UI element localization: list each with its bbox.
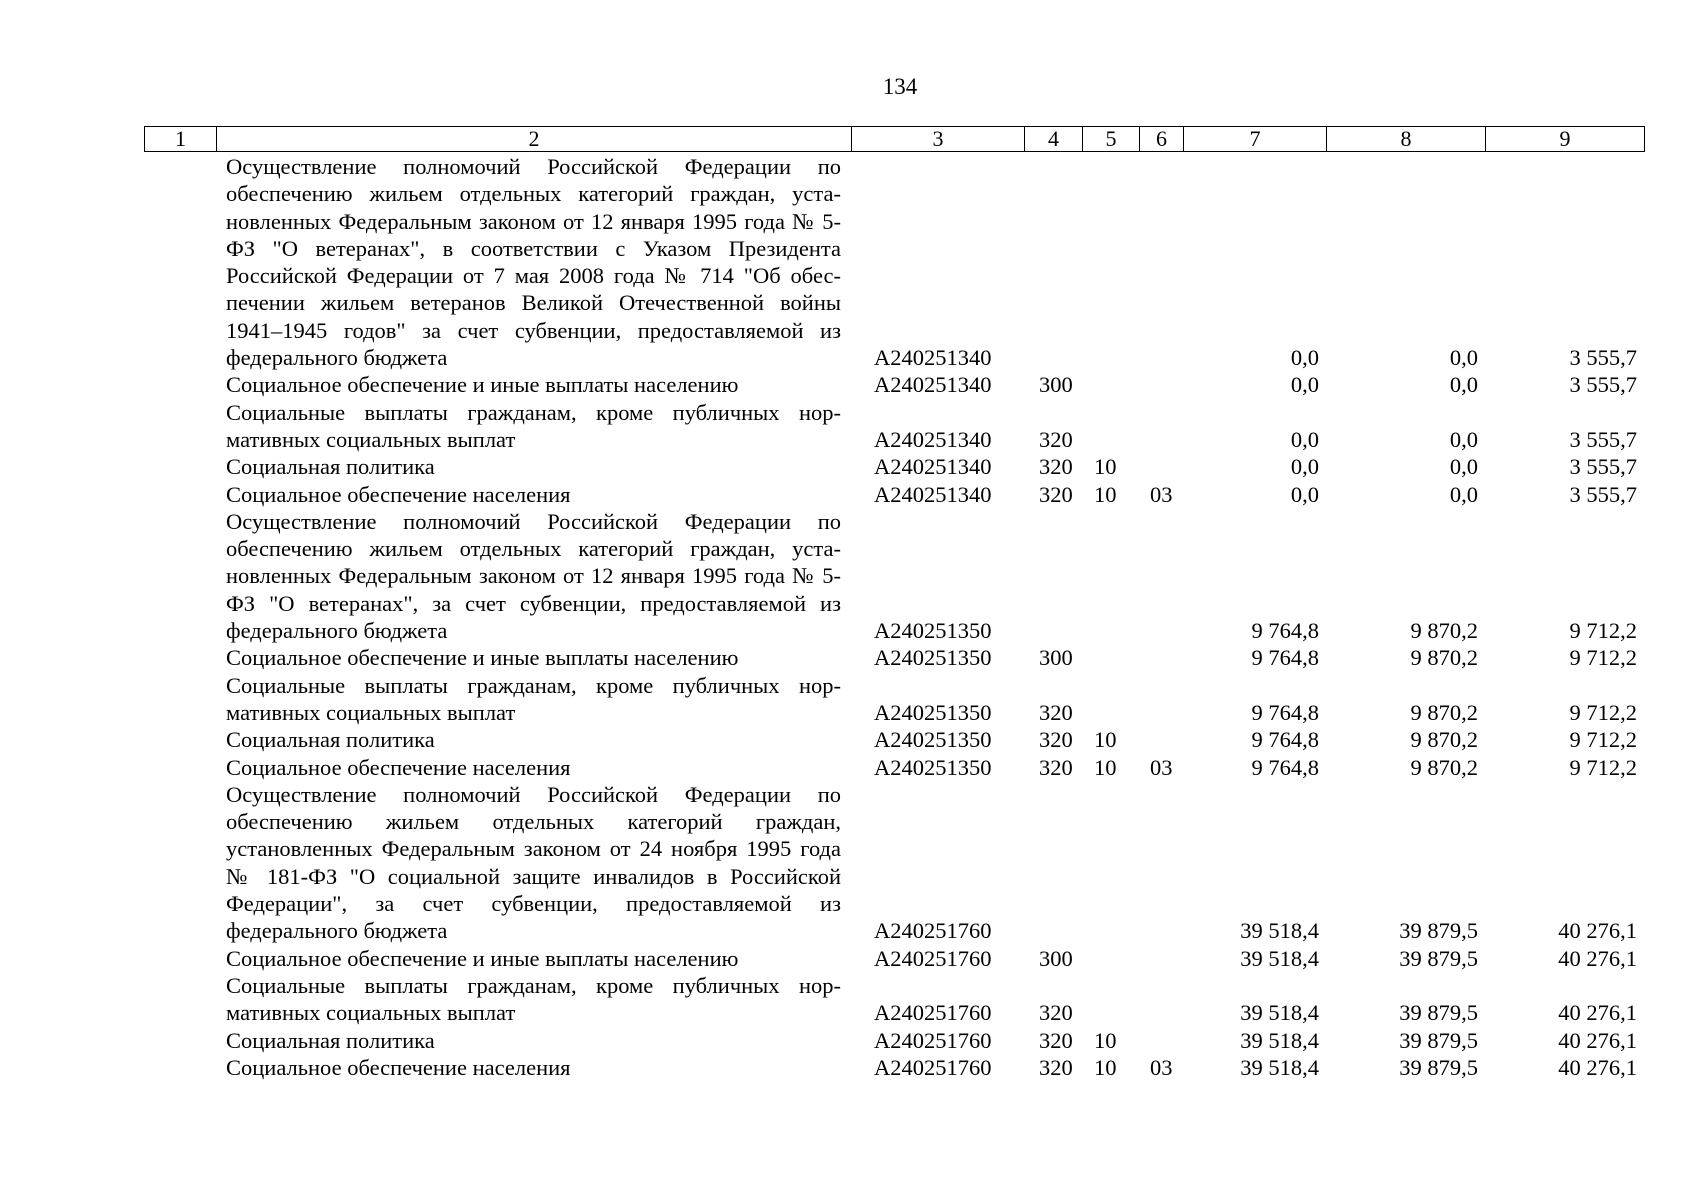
row-description: Осуществление полномочий Российской Федерации по обеспечению жильем отдельных категорий граждан, установленных Федеральным законом от 12 января 1995 года № 5-ФЗ "О ветеранах", в соответствии с Указом Президента Российской Федерации от 7 мая 2008 года № 714 "Об обеспечении жильем ветеранов Великой Отечественной войны 1941–1945 годов" за счет субвенции, предоставляемой из федерального бюджета xyxy=(226,154,841,371)
section-code xyxy=(1082,644,1139,671)
row-description: Социальное обеспечение и иные выплаты населению xyxy=(226,945,739,971)
amount-column-8: 39 879,5 xyxy=(1399,1054,1478,1080)
expense-type-code: 320 xyxy=(1039,727,1073,753)
amount-column-8: 9 870,2 xyxy=(1410,699,1478,725)
amount-column-9: 40 276,1 xyxy=(1558,945,1637,971)
section-code: 10 xyxy=(1094,1027,1117,1053)
expense-type-code: 320 xyxy=(1039,754,1073,780)
target-article-code: А240251350 xyxy=(874,727,992,753)
budget-table xyxy=(144,153,1644,1081)
target-article-code: А240251340 xyxy=(874,345,992,371)
subsection-code xyxy=(1139,508,1183,644)
expense-type-code: 300 xyxy=(1039,945,1073,971)
column-header-4: 4 xyxy=(1025,127,1083,152)
amount-column-7: 0,0 xyxy=(1290,454,1319,480)
amount-column-7: 9 764,8 xyxy=(1251,727,1319,753)
subsection-code: 03 xyxy=(1150,1054,1173,1080)
amount-column-8: 0,0 xyxy=(1449,372,1478,398)
section-code xyxy=(1082,781,1139,945)
section-code: 10 xyxy=(1094,454,1117,480)
subsection-code: 03 xyxy=(1150,754,1173,780)
column-header-6: 6 xyxy=(1140,127,1184,152)
column-header-9: 9 xyxy=(1486,127,1645,152)
expense-type-code: 320 xyxy=(1039,454,1073,480)
table-row xyxy=(144,453,1644,480)
subsection-code xyxy=(1139,781,1183,945)
section-code xyxy=(1082,371,1139,398)
amount-column-9: 9 712,2 xyxy=(1569,645,1637,671)
subsection-code xyxy=(1139,672,1183,727)
amount-column-9: 40 276,1 xyxy=(1558,1000,1637,1026)
amount-column-9: 40 276,1 xyxy=(1558,1027,1637,1053)
table-row xyxy=(144,672,1644,727)
target-article-code: А240251340 xyxy=(874,481,992,507)
table-row xyxy=(144,399,1644,454)
table-row xyxy=(144,153,1644,371)
amount-column-9: 3 555,7 xyxy=(1569,345,1637,371)
amount-column-8: 39 879,5 xyxy=(1399,1027,1478,1053)
section-code: 10 xyxy=(1094,727,1117,753)
target-article-code: А240251760 xyxy=(874,1000,992,1026)
section-code xyxy=(1082,399,1139,454)
section-code: 10 xyxy=(1094,481,1117,507)
amount-column-7: 39 518,4 xyxy=(1240,1027,1319,1053)
subsection-code xyxy=(1139,371,1183,398)
row-description: Социальное обеспечение и иные выплаты населению xyxy=(226,372,739,398)
amount-column-7: 0,0 xyxy=(1290,372,1319,398)
section-code xyxy=(1082,972,1139,1027)
amount-column-9: 40 276,1 xyxy=(1558,918,1637,944)
target-article-code: А240251340 xyxy=(874,426,992,452)
target-article-code: А240251350 xyxy=(874,699,992,725)
expense-type-code: 300 xyxy=(1039,372,1073,398)
table-row xyxy=(144,726,1644,753)
amount-column-7: 9 764,8 xyxy=(1251,645,1319,671)
table-row xyxy=(144,644,1644,671)
subsection-code xyxy=(1139,726,1183,753)
subsection-code xyxy=(1139,153,1183,371)
target-article-code: А240251340 xyxy=(874,372,992,398)
section-code: 10 xyxy=(1094,1054,1117,1080)
column-header-2: 2 xyxy=(217,127,852,152)
target-article-code: А240251340 xyxy=(874,454,992,480)
amount-column-8: 9 870,2 xyxy=(1410,727,1478,753)
amount-column-8: 0,0 xyxy=(1449,454,1478,480)
subsection-code xyxy=(1139,644,1183,671)
amount-column-7: 0,0 xyxy=(1290,345,1319,371)
table-row xyxy=(144,781,1644,945)
expense-type-code xyxy=(1024,781,1082,945)
amount-column-7: 9 764,8 xyxy=(1251,754,1319,780)
subsection-code: 03 xyxy=(1150,481,1173,507)
amount-column-9: 9 712,2 xyxy=(1569,699,1637,725)
expense-type-code: 320 xyxy=(1039,1000,1073,1026)
table-row xyxy=(144,508,1644,644)
expense-type-code: 320 xyxy=(1039,481,1073,507)
column-header-8: 8 xyxy=(1327,127,1486,152)
section-code xyxy=(1082,153,1139,371)
section-code xyxy=(1082,945,1139,972)
amount-column-8: 9 870,2 xyxy=(1410,754,1478,780)
amount-column-8: 0,0 xyxy=(1449,481,1478,507)
table-row xyxy=(144,1054,1644,1081)
expense-type-code: 320 xyxy=(1039,1027,1073,1053)
amount-column-8: 39 879,5 xyxy=(1399,945,1478,971)
amount-column-8: 0,0 xyxy=(1449,426,1478,452)
amount-column-9: 3 555,7 xyxy=(1569,481,1637,507)
amount-column-9: 40 276,1 xyxy=(1558,1054,1637,1080)
target-article-code: А240251350 xyxy=(874,645,992,671)
amount-column-9: 9 712,2 xyxy=(1569,754,1637,780)
column-header-1: 1 xyxy=(145,127,217,152)
target-article-code: А240251760 xyxy=(874,1027,992,1053)
expense-type-code xyxy=(1024,508,1082,644)
column-header-5: 5 xyxy=(1083,127,1140,152)
amount-column-9: 9 712,2 xyxy=(1569,618,1637,644)
section-code: 10 xyxy=(1094,754,1117,780)
row-description: Социальные выплаты гражданам, кроме публичных нормативных социальных выплат xyxy=(226,672,841,725)
row-description: Осуществление полномочий Российской Федерации по обеспечению жильем отдельных категорий граждан, установленных Федеральным законом от 12 января 1995 года № 5-ФЗ "О ветеранах", за счет субвенции, предоставляемой из федерального бюджета xyxy=(226,508,841,644)
amount-column-7: 0,0 xyxy=(1290,481,1319,507)
column-header-7: 7 xyxy=(1184,127,1327,152)
table-row xyxy=(144,754,1644,781)
amount-column-7: 9 764,8 xyxy=(1251,699,1319,725)
amount-column-8: 9 870,2 xyxy=(1410,645,1478,671)
target-article-code: А240251760 xyxy=(874,1054,992,1080)
subsection-code xyxy=(1139,972,1183,1027)
column-header-3: 3 xyxy=(852,127,1025,152)
amount-column-7: 39 518,4 xyxy=(1240,1000,1319,1026)
amount-column-8: 9 870,2 xyxy=(1410,618,1478,644)
section-code xyxy=(1082,672,1139,727)
expense-type-code: 320 xyxy=(1039,1054,1073,1080)
subsection-code xyxy=(1139,399,1183,454)
row-description: Социальные выплаты гражданам, кроме публичных нормативных социальных выплат xyxy=(226,972,841,1026)
row-description: Осуществление полномочий Российской Федерации по обеспечению жильем отдельных категорий граждан, установленных Федеральным законом от 24 ноября 1995 года № 181-ФЗ "О социальной защите инвалидов в Российской Федерации", за счет субвенции, предоставляемой из федерального бюджета xyxy=(226,781,841,944)
target-article-code: А240251760 xyxy=(874,945,992,971)
amount-column-9: 3 555,7 xyxy=(1569,372,1637,398)
amount-column-8: 39 879,5 xyxy=(1399,1000,1478,1026)
row-description: Социальная политика xyxy=(226,727,435,753)
subsection-code xyxy=(1139,453,1183,480)
amount-column-7: 0,0 xyxy=(1290,426,1319,452)
row-description: Социальная политика xyxy=(226,454,435,480)
amount-column-7: 9 764,8 xyxy=(1251,618,1319,644)
table-row xyxy=(144,371,1644,398)
amount-column-7: 39 518,4 xyxy=(1240,945,1319,971)
expense-type-code: 320 xyxy=(1039,699,1073,725)
expense-type-code: 320 xyxy=(1039,426,1073,452)
amount-column-7: 39 518,4 xyxy=(1240,1054,1319,1080)
table-row xyxy=(144,1027,1644,1054)
amount-column-9: 3 555,7 xyxy=(1569,426,1637,452)
expense-type-code: 300 xyxy=(1039,645,1073,671)
table-row xyxy=(144,972,1644,1027)
row-description: Социальное обеспечение населения xyxy=(226,1054,571,1080)
amount-column-8: 0,0 xyxy=(1449,345,1478,371)
target-article-code: А240251350 xyxy=(874,618,992,644)
row-description: Социальное обеспечение населения xyxy=(226,481,571,507)
subsection-code xyxy=(1139,945,1183,972)
amount-column-8: 39 879,5 xyxy=(1399,918,1478,944)
column-header-row xyxy=(145,127,1645,152)
column-header-table xyxy=(144,126,1645,152)
amount-column-9: 9 712,2 xyxy=(1569,727,1637,753)
target-article-code: А240251350 xyxy=(874,754,992,780)
table-row xyxy=(144,481,1644,508)
amount-column-7: 39 518,4 xyxy=(1240,918,1319,944)
table-row xyxy=(144,945,1644,972)
subsection-code xyxy=(1139,1027,1183,1054)
page-number: 134 xyxy=(882,74,918,99)
expense-type-code xyxy=(1024,153,1082,371)
row-description: Социальные выплаты гражданам, кроме публичных нормативных социальных выплат xyxy=(226,399,841,452)
section-code xyxy=(1082,508,1139,644)
target-article-code: А240251760 xyxy=(874,918,992,944)
row-description: Социальная политика xyxy=(226,1027,435,1053)
row-description: Социальное обеспечение населения xyxy=(226,754,571,780)
row-description: Социальное обеспечение и иные выплаты населению xyxy=(226,645,739,671)
amount-column-9: 3 555,7 xyxy=(1569,454,1637,480)
